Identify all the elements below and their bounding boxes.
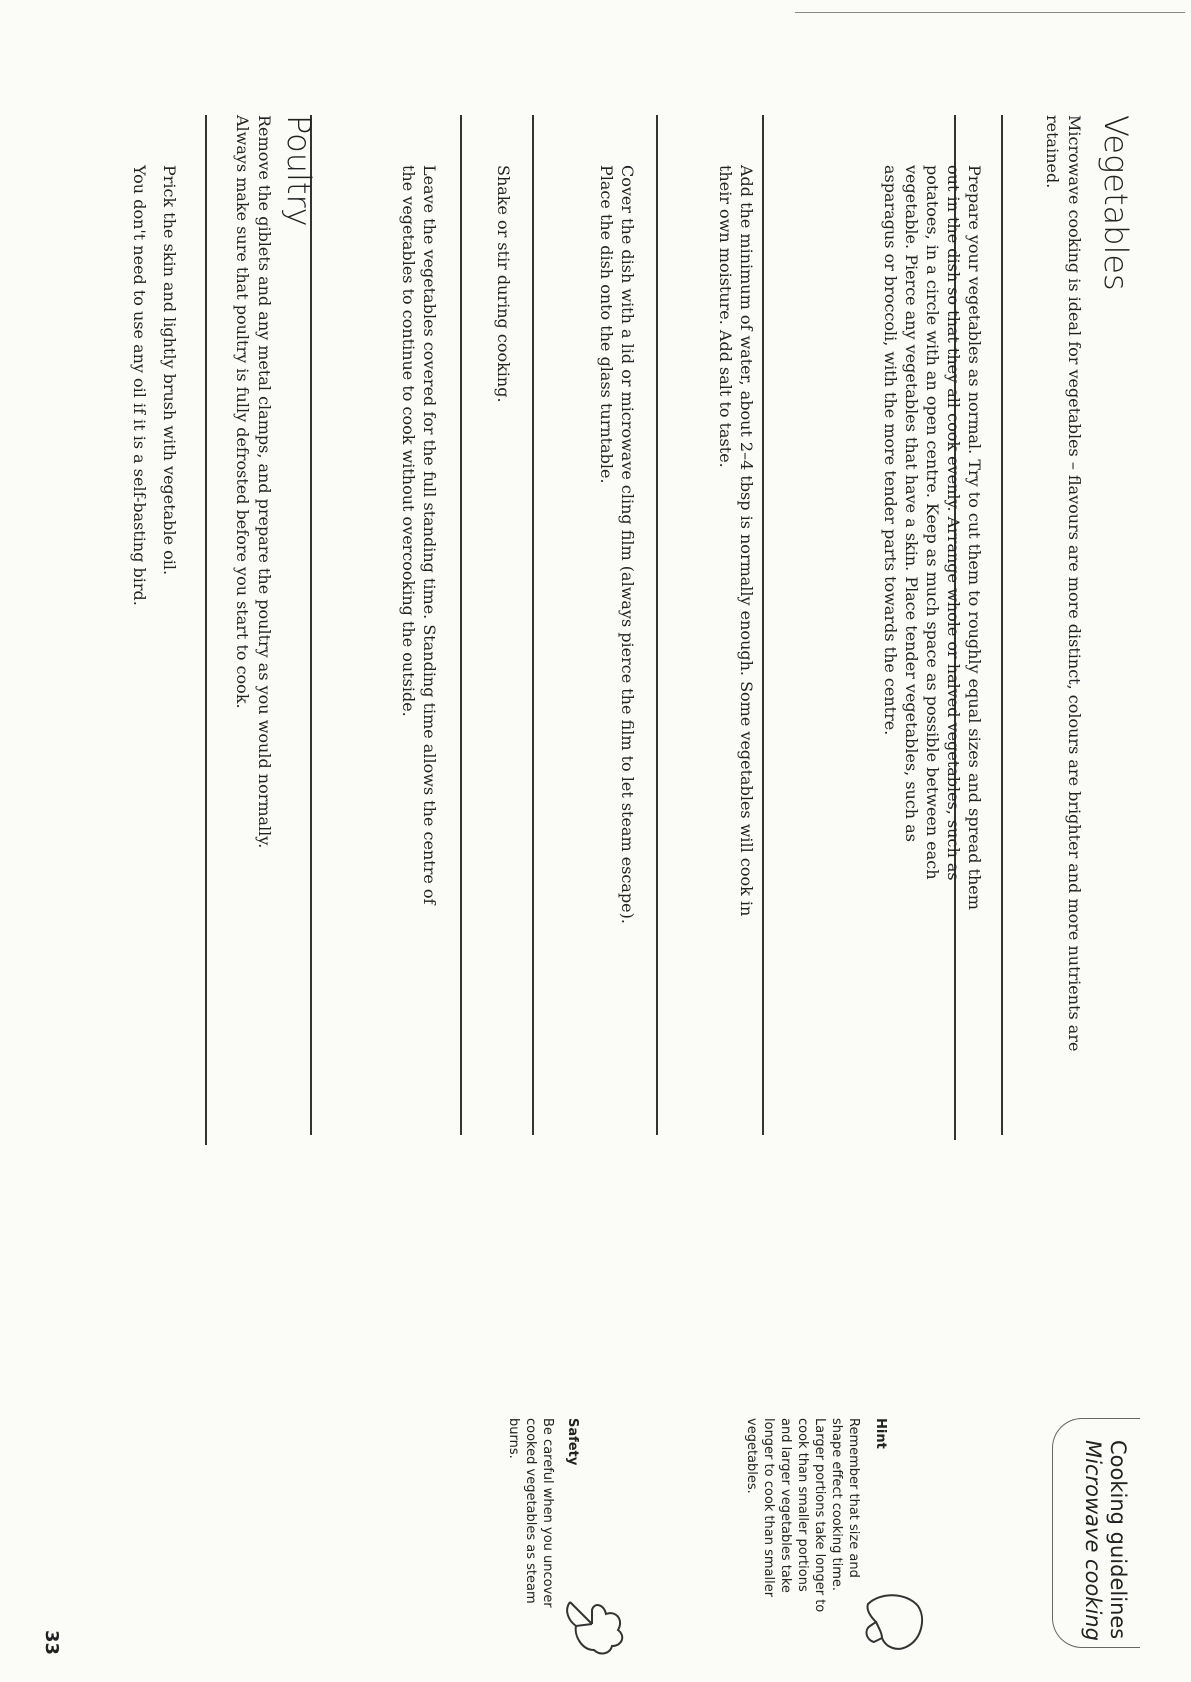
vegetables-title: Vegetables — [1097, 115, 1135, 291]
vegetables-step: Cover the dish with a lid or microwave cling film (always pierce the film to let steam escape). Place the dish onto the glass turntable. — [597, 165, 637, 924]
vegetables-step: Leave the vegetables covered for the full standing time. Standing time allows the centre of the vegetables to continue to cook without overcooking the outside. — [399, 165, 439, 905]
safety-text: Be careful when you uncover cooked vegetables as steam burns. — [506, 1418, 555, 1608]
page-number: 33 — [41, 1630, 62, 1656]
chef-hat-icon — [560, 1590, 630, 1660]
top-rule — [795, 12, 1185, 13]
hint-text: Remember that size and shape effect cooking time. Larger portions take longer to cook than smaller portions and larger vegetables take longer to cook than smaller vegetables. — [744, 1418, 861, 1613]
oven-glove-icon — [860, 1590, 928, 1654]
safety-heading: Safety — [565, 1418, 580, 1466]
section-rule — [762, 115, 764, 1135]
section-rule — [532, 115, 534, 1135]
vegetables-step: Add the minimum of water, about 2–4 tbsp is normally enough. Some vegetables will cook in their own moisture. Add salt to taste. — [716, 165, 756, 917]
vegetables-step: Prepare your vegetables as normal. Try to cut them to roughly equal sizes and spread them out in the dish so that they all cook evenly. Arrange whole or halved vegetables, such as potatoes, in a circle with an open centre. Keep as much space as possible between each vegetable. Pierce any vegetables that have a skin. Place tender vegetables, such as asparagus or broccoli, with the more tender parts towards the centre. — [881, 165, 984, 910]
header-line-1: Cooking guidelines — [1106, 1440, 1130, 1640]
section-rule — [460, 115, 462, 1135]
vegetables-intro: Microwave cooking is ideal for vegetables – flavours are more distinct, colours are brighter and more nutrients are retained. — [1043, 115, 1084, 1052]
hint-heading: Hint — [873, 1418, 888, 1449]
poultry-intro: Remove the giblets and any metal clamps, and prepare the poultry as you would normally. Always make sure that poultry is fully defrosted before you start to cook. — [233, 115, 274, 849]
poultry-step: Prick the skin and lightly brush with vegetable oil. — [160, 165, 179, 576]
section-rule — [205, 115, 207, 1145]
section-rule — [656, 115, 658, 1135]
header-line-2: Microwave cooking — [1081, 1440, 1105, 1641]
poultry-step: You don't need to use any oil if it is a self-basting bird. — [130, 165, 149, 606]
poultry-title: Poultry — [280, 115, 318, 227]
section-rule — [1001, 115, 1003, 1135]
vegetables-step: Shake or stir during cooking. — [494, 165, 513, 403]
page-header — [1080, 1440, 1130, 1641]
section-rule — [310, 115, 312, 1135]
